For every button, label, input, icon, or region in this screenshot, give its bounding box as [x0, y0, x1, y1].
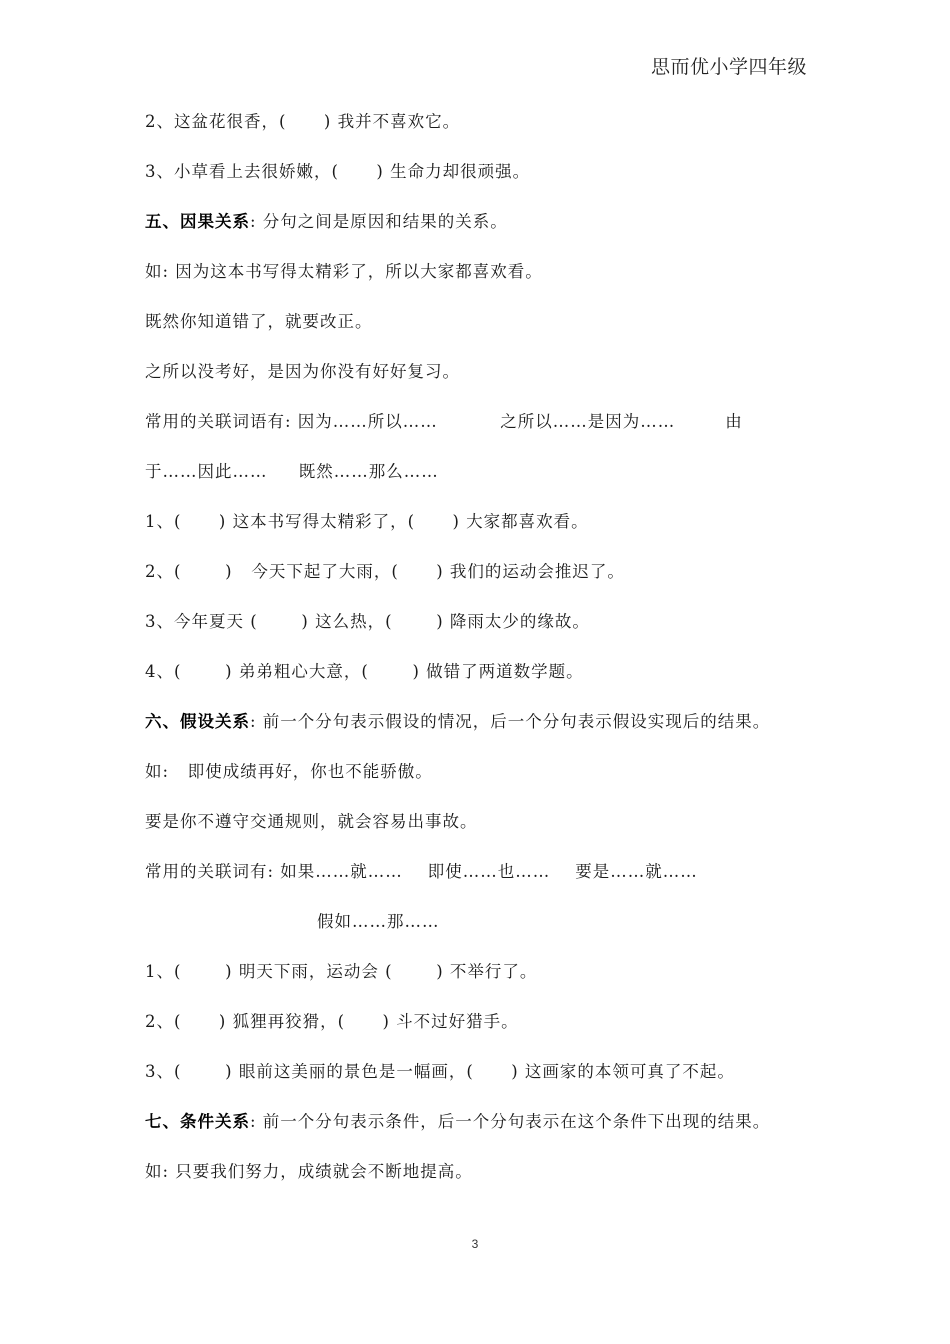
exercise-line: 2、( ) 今天下起了大雨，( ) 我们的运动会推迟了。: [145, 562, 625, 581]
example-line: 如: 因为这本书写得太精彩了，所以大家都喜欢看。: [145, 262, 543, 281]
exercise-line: 1、( ) 这本书写得太精彩了，( ) 大家都喜欢看。: [145, 512, 589, 531]
exercise-line: 4、( ) 弟弟粗心大意，( ) 做错了两道数学题。: [145, 662, 584, 681]
exercise-line: 3、小草看上去很娇嫩，( ) 生命力却很顽强。: [145, 162, 531, 181]
example-line: 既然你知道错了，就要改正。: [145, 312, 373, 331]
conjunction-list: 常用的关联词语有: 因为……所以…… 之所以……是因为…… 由: [145, 412, 743, 431]
section-title: 六、假设关系: [145, 712, 250, 731]
conjunction-list: 假如……那……: [317, 912, 440, 931]
section-title: 七、条件关系: [145, 1112, 250, 1131]
example-line: 如: 只要我们努力，成绩就会不断地提高。: [145, 1162, 473, 1181]
section-heading-causal: [145, 208, 815, 258]
conjunction-list: 于……因此…… 既然……那么……: [145, 462, 439, 481]
section-description: : 前一个分句表示条件，后一个分句表示在这个条件下出现的结果。: [250, 1112, 771, 1131]
exercise-line: 1、( ) 明天下雨，运动会 ( ) 不举行了。: [145, 962, 538, 981]
exercise-line: 3、( ) 眼前这美丽的景色是一幅画，( ) 这画家的本领可真了不起。: [145, 1062, 735, 1081]
exercise-line: 2、( ) 狐狸再狡猾，( ) 斗不过好猎手。: [145, 1012, 519, 1031]
section-heading-hypothesis: [145, 708, 815, 758]
example-line: 如: 即使成绩再好，你也不能骄傲。: [145, 762, 433, 781]
page-number: 3: [471, 1237, 479, 1251]
section-heading-condition: [145, 1108, 815, 1158]
section-description: : 前一个分句表示假设的情况，后一个分句表示假设实现后的结果。: [250, 712, 771, 731]
section-description: : 分句之间是原因和结果的关系。: [250, 212, 508, 231]
exercise-line: 2、这盆花很香，( ) 我并不喜欢它。: [145, 112, 461, 131]
exercise-line: 3、今年夏天 ( ) 这么热，( ) 降雨太少的缘故。: [145, 612, 590, 631]
document-body: [145, 108, 815, 1208]
example-line: 要是你不遵守交通规则，就会容易出事故。: [145, 812, 478, 831]
section-title: 五、因果关系: [145, 212, 250, 231]
example-line: 之所以没考好，是因为你没有好好复习。: [145, 362, 460, 381]
page-header-title: 思而优小学四年级: [650, 56, 807, 78]
conjunction-list: 常用的关联词有: 如果……就…… 即使……也…… 要是……就……: [145, 862, 698, 881]
